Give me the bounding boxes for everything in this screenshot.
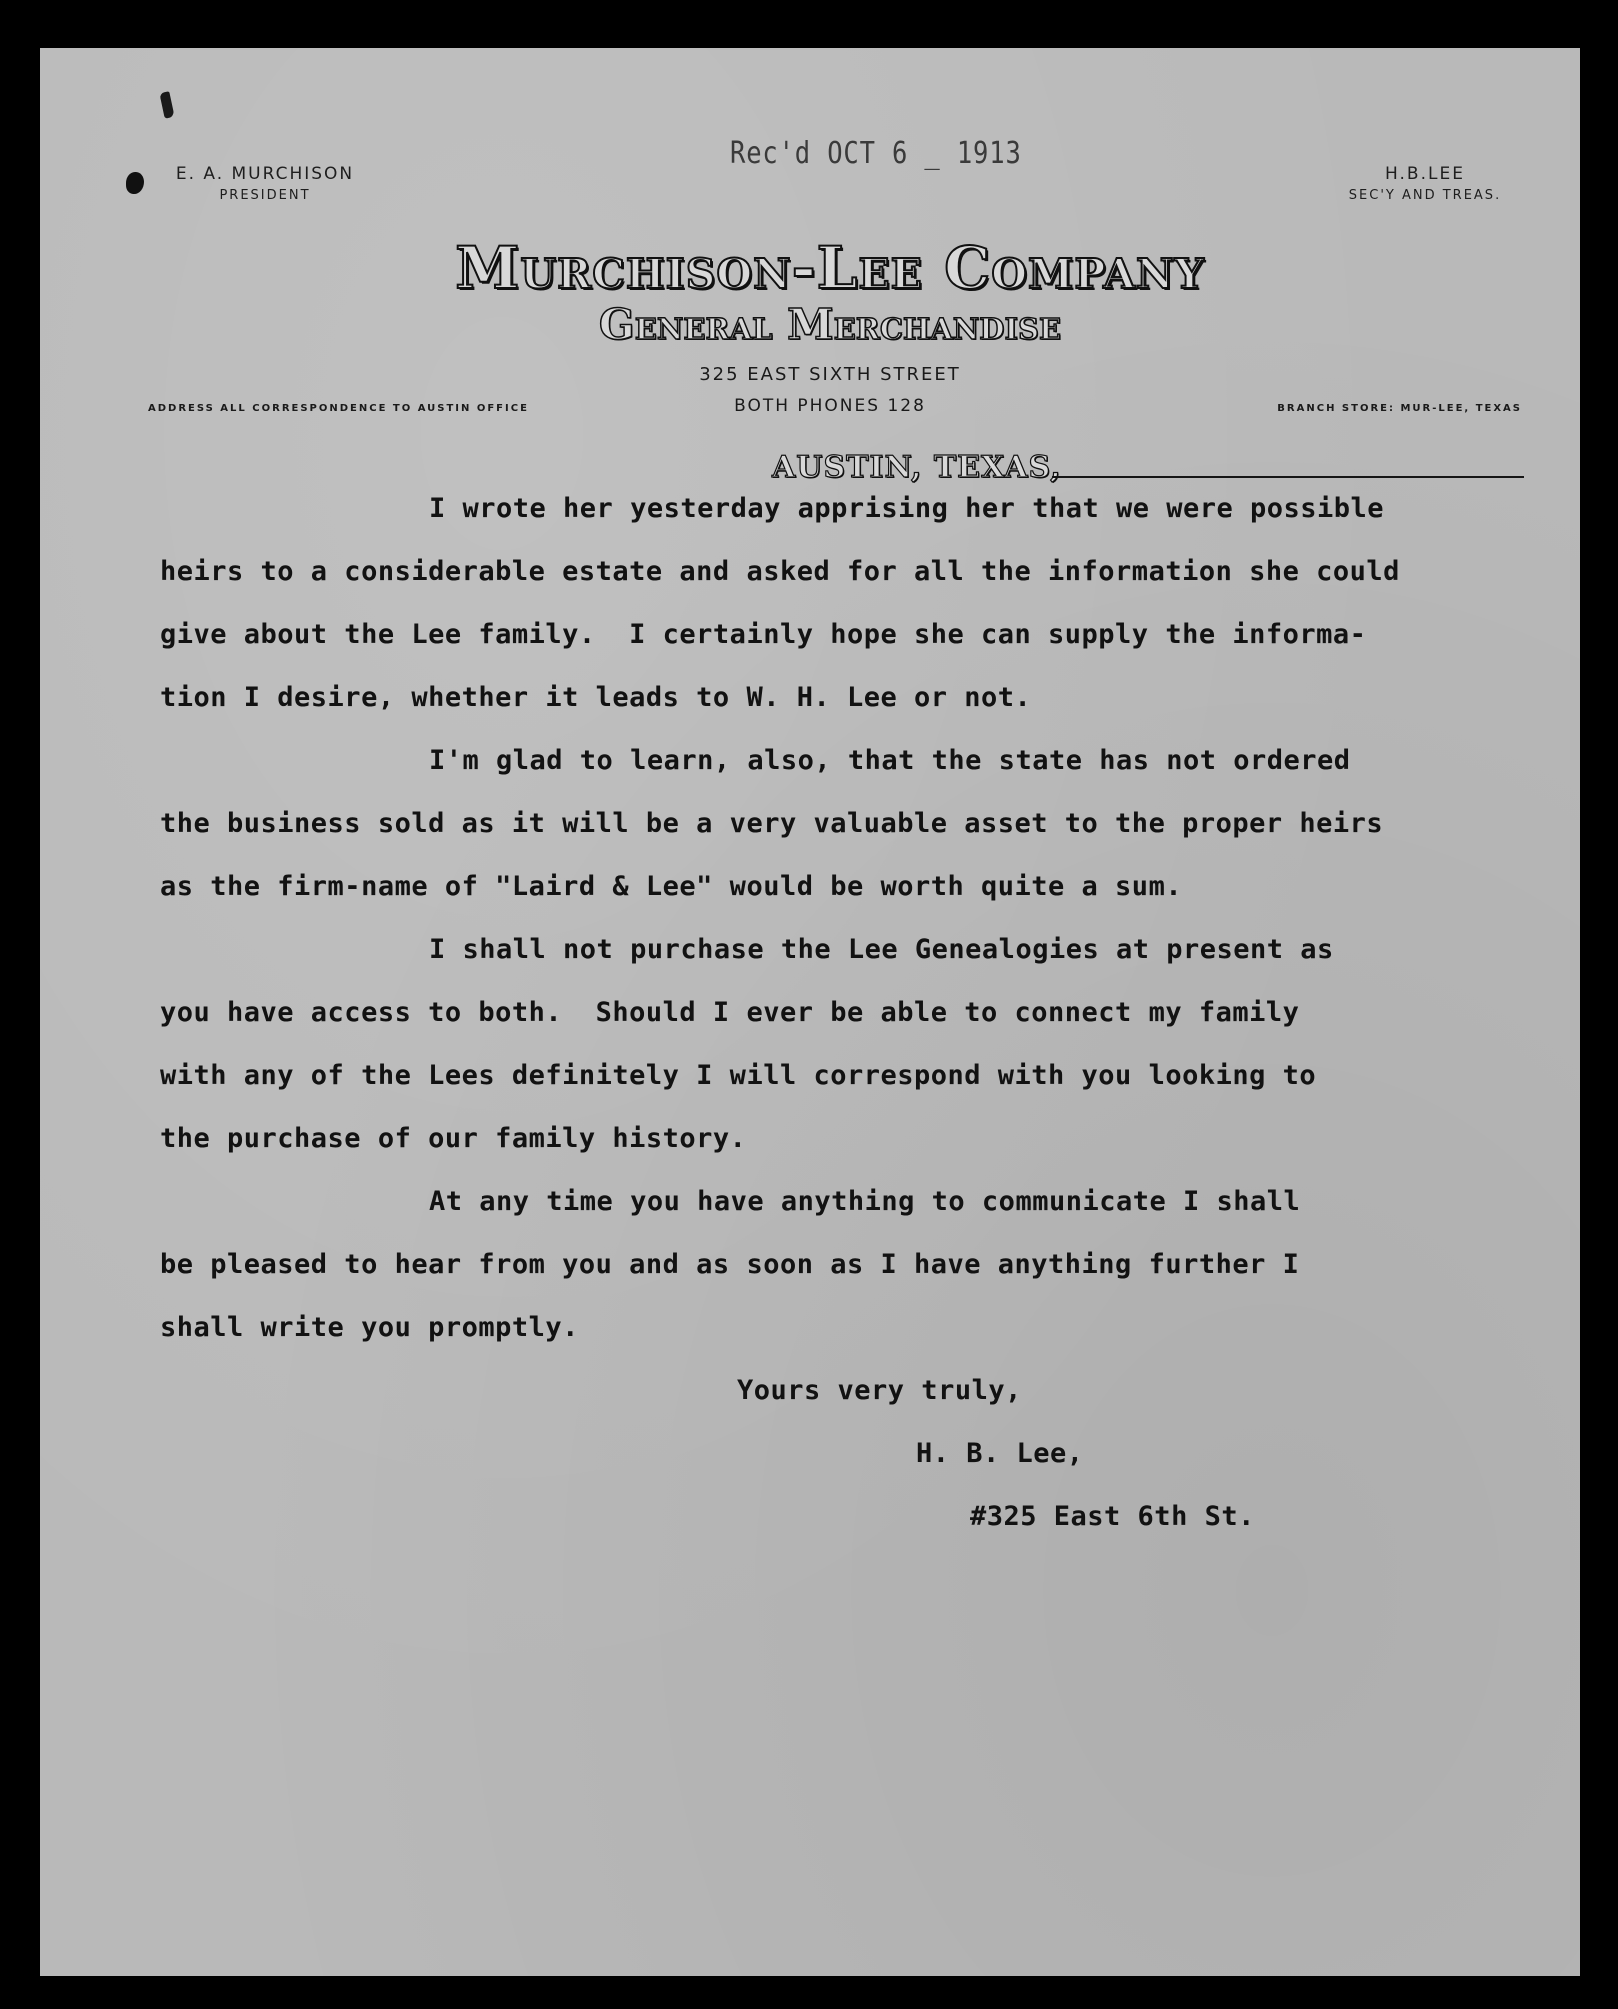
president-title: PRESIDENT <box>219 188 311 203</box>
body-line: I'm glad to learn, also, that the state has not ordered <box>429 745 1351 776</box>
officer-president <box>150 164 380 203</box>
ink-blot <box>126 172 144 194</box>
dateline-city: AUSTIN, TEXAS, <box>772 450 1062 485</box>
body-line: give about the Lee family. I certainly hope she can supply the informa- <box>160 619 1367 650</box>
branch-store-note: BRANCH STORE: MUR-LEE, TEXAS <box>1277 403 1522 414</box>
body-line: At any time you have anything to communicate I shall <box>429 1186 1301 1217</box>
body-line: I wrote her yesterday apprising her that we were possible <box>429 493 1385 524</box>
correspondence-note: ADDRESS ALL CORRESPONDENCE TO AUSTIN OFFICE <box>148 403 529 414</box>
closing-salutation: Yours very truly, <box>737 1375 1022 1406</box>
secretary-title: SEC'Y AND TREAS. <box>1348 188 1502 203</box>
president-name: E. A. MURCHISON <box>175 164 355 184</box>
date-blank-line <box>1052 476 1524 478</box>
body-line: tion I desire, whether it leads to W. H. Lee or not. <box>160 682 1032 713</box>
received-date-stamp: Rec'd OCT 6 _ 1913 <box>730 136 1022 171</box>
signer-name: H. B. Lee, <box>916 1438 1084 1469</box>
body-line: you have access to both. Should I ever be able to connect my family <box>160 997 1300 1028</box>
phones: BOTH PHONES 128 <box>734 396 926 416</box>
body-line: as the firm-name of "Laird & Lee" would be worth quite a sum. <box>160 871 1183 902</box>
body-line: be pleased to hear from you and as soon as I have anything further I <box>160 1249 1300 1280</box>
body-line: shall write you promptly. <box>160 1312 579 1343</box>
signer-address: #325 East 6th St. <box>970 1501 1255 1532</box>
secretary-name: H.B.LEE <box>1385 164 1465 184</box>
body-line: heirs to a considerable estate and asked for all the information she could <box>160 556 1400 587</box>
business-type: General Merchandise <box>598 300 1062 349</box>
letter-page <box>40 48 1580 1976</box>
body-line: I shall not purchase the Lee Genealogies at present as <box>429 934 1334 965</box>
street-address: 325 EAST SIXTH STREET <box>699 364 961 385</box>
officer-secretary <box>1330 164 1520 203</box>
paper-mark <box>159 91 174 119</box>
body-line: the business sold as it will be a very valuable asset to the proper heirs <box>160 808 1384 839</box>
body-line: with any of the Lees definitely I will correspond with you looking to <box>160 1060 1317 1091</box>
company-name: Murchison-Lee Company <box>455 234 1205 302</box>
body-line: the purchase of our family history. <box>160 1123 747 1154</box>
